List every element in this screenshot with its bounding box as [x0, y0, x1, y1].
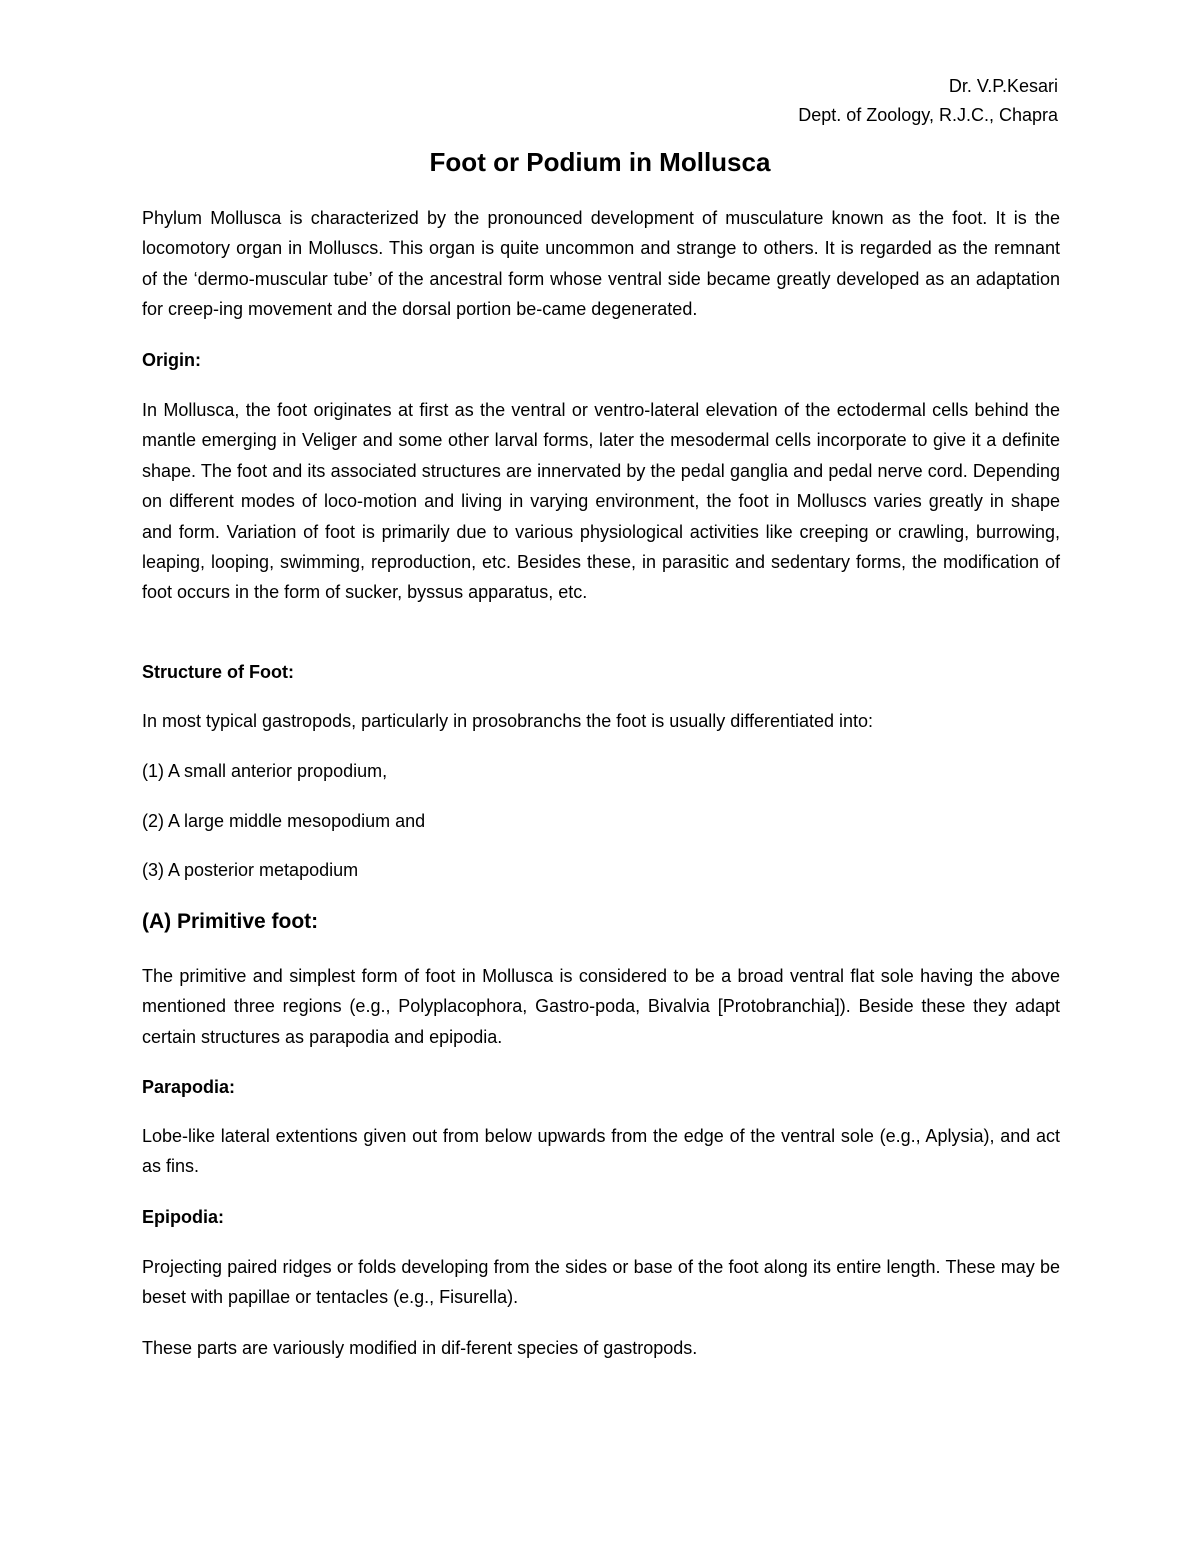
author-affiliation: Dept. of Zoology, R.J.C., Chapra	[798, 105, 1058, 125]
structure-item-1: (1) A small anterior propodium,	[142, 761, 388, 781]
parapodia-paragraph: Lobe-like lateral extentions given out from below upwards from the edge of the ventral sole (e.g., Aplysia), and act as fins.	[142, 1126, 1060, 1177]
origin-heading: Origin:	[142, 350, 201, 370]
structure-paragraph: In most typical gastropods, particularly in prosobranchs the foot is usually differentiated into:	[142, 711, 874, 731]
epipodia-paragraph: Projecting paired ridges or folds developing from the sides or base of the foot along its entire length. These may be beset with papillae or tentacles (e.g., Fisurella).	[142, 1257, 1060, 1308]
structure-item-3: (3) A posterior metapodium	[142, 860, 359, 880]
parapodia-heading: Parapodia:	[142, 1077, 236, 1097]
intro-paragraph: Phylum Mollusca is characterized by the pronounced development of musculature known as the foot. It is the locomotory organ in Molluscs. This organ is quite uncommon and strange to others. It is regarded as the remnant of the ‘dermo-muscular tube’ of the ancestral form whose ventral side became greatly developed as an adaptation for creep-ing movement and the dorsal portion be-came degenerated.	[142, 208, 1060, 320]
structure-heading: Structure of Foot:	[142, 662, 294, 682]
author-name: Dr. V.P.Kesari	[948, 76, 1058, 96]
primitive-foot-heading: (A) Primitive foot:	[142, 910, 319, 933]
structure-item-2: (2) A large middle mesopodium and	[142, 811, 426, 831]
primitive-foot-paragraph: The primitive and simplest form of foot in Mollusca is considered to be a broad ventral flat sole having the above mentioned three regions (e.g., Polyplacophora, Gastro-poda, Bivalvia [Protobranchia]). Beside these they adapt certain structures as parapodia and epipodia.	[142, 966, 1060, 1047]
author-header	[798, 72, 1058, 130]
page-title: Foot or Podium in Mollusca	[429, 147, 771, 177]
closing-paragraph: These parts are variously modified in dif-ferent species of gastropods.	[142, 1338, 698, 1358]
epipodia-heading: Epipodia:	[142, 1207, 224, 1227]
origin-paragraph: In Mollusca, the foot originates at first as the ventral or ventro-lateral elevation of the ectodermal cells behind the mantle emerging in Veliger and some other larval forms, later the mesodermal cells incorporate to give it a definite shape. The foot and its associated structures are innervated by the pedal ganglia and pedal nerve cord. Depending on different modes of loco-motion and living in varying environment, the foot in Molluscs varies greatly in shape and form. Variation of foot is primarily due to various physiological activities like creeping or crawling, burrowing, leaping, looping, swimming, reproduction, etc. Besides these, in parasitic and sedentary forms, the modification of foot occurs in the form of sucker, byssus apparatus, etc.	[142, 400, 1060, 603]
